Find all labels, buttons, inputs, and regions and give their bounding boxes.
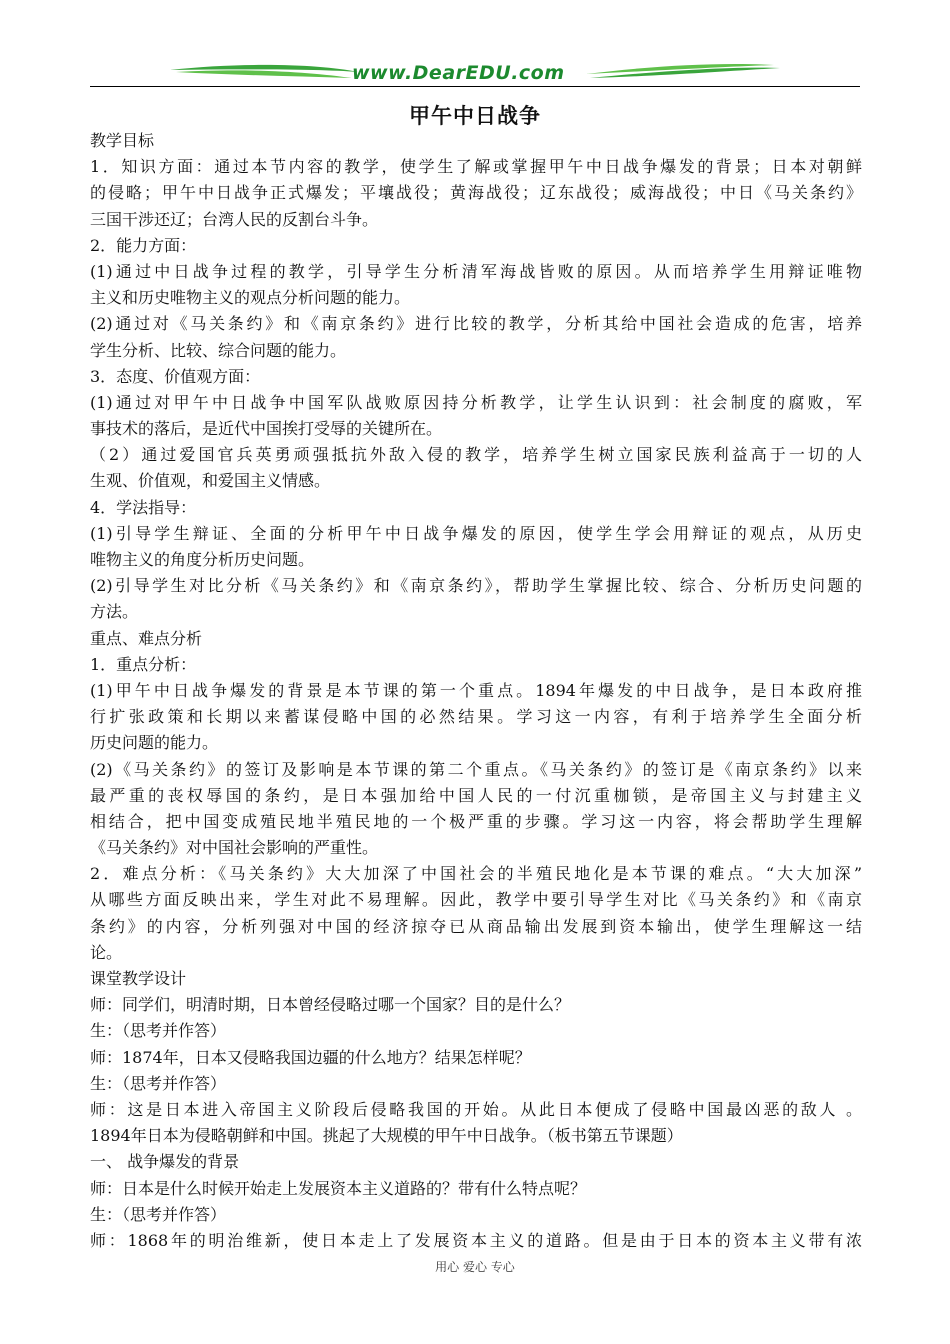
text-line: (1)通过对甲午中日战争中国军队战败原因持分析教学，让学生认识到：社会制度的腐败，军: [90, 392, 862, 412]
text-line: 课堂教学设计: [90, 969, 187, 988]
text-line: 生：（思考并作答）: [90, 1204, 227, 1224]
text-line: （2）通过爱国官兵英勇顽强抵抗外敌入侵的教学，培养学生树立国家民族利益高于一切的人: [90, 445, 862, 465]
text-line: 相结合，把中国变成殖民地半殖民地的一个极严重的步骤。学习这一内容，将会帮助学生理解: [90, 811, 862, 831]
text-line: (1)甲午中日战争爆发的背景是本节课的第一个重点。1894年爆发的中日战争，是日本政府推: [90, 680, 862, 700]
text-line: 三国干涉还辽；台湾人民的反割台斗争。: [90, 209, 379, 229]
text-line: 1．知识方面：通过本节内容的教学，使学生了解或掌握甲午中日战争爆发的背景；日本对朝鲜: [90, 157, 862, 177]
text-line: 师：这是日本进入帝国主义阶段后侵略我国的开始。从此日本便成了侵略中国最凶恶的敌人 。: [90, 1099, 862, 1119]
text-line: 唯物主义的角度分析历史问题。: [90, 550, 315, 569]
text-line: (1)通过中日战争过程的教学，引导学生分析清军海战皆败的原因。从而培养学生用辩证唯物: [90, 261, 862, 281]
text-line: 历史问题的能力。: [90, 733, 219, 753]
text-line: (1)引导学生辩证、全面的分析甲午中日战争爆发的原因，使学生学会用辩证的观点，从历史: [90, 523, 862, 543]
text-line: 师：1874年，日本又侵略我国边疆的什么地方？结果怎样呢？: [90, 1047, 531, 1067]
text-line: 师：同学们，明清时期，日本曾经侵略过哪一个国家？目的是什么？: [90, 995, 571, 1015]
site-header-banner: [90, 56, 860, 90]
text-line: (2)《马关条约》的签订及影响是本节课的第二个重点。《马关条约》的签订是《南京条约》以来: [90, 759, 862, 779]
text-line: 《马关条约》对中国社会影响的严重性。: [90, 838, 379, 858]
text-line: 4．学法指导：: [90, 497, 197, 517]
text-line: 生观、价值观，和爱国主义情感。: [90, 471, 331, 491]
text-line: 重点、难点分析: [90, 628, 203, 648]
text-line: 最严重的丧权辱国的条约，是日本强加给中国人民的一付沉重枷锁，是帝国主义与封建主义: [90, 785, 862, 805]
text-line: (2)通过对《马关条约》和《南京条约》进行比较的教学，分析其给中国社会造成的危害，培养: [90, 314, 862, 334]
text-line: 学生分析、比较、综合问题的能力。: [90, 340, 347, 360]
document-body: [90, 128, 862, 1254]
text-line: 主义和历史唯物主义的观点分析问题的能力。: [90, 288, 411, 308]
text-line: 事技术的落后，是近代中国挨打受辱的关键所在。: [90, 419, 443, 439]
text-line: (2)引导学生对比分析《马关条约》和《南京条约》，帮助学生掌握比较、综合、分析历史问题的: [90, 576, 862, 596]
text-line: 方法。: [90, 602, 139, 622]
header-divider: [90, 86, 860, 87]
text-line: 2．难点分析：《马关条约》大大加深了中国社会的半殖民地化是本节课的难点。“大大加深”: [90, 864, 862, 884]
text-line: 1．重点分析：: [90, 654, 197, 674]
text-line: 2．能力方面：: [90, 235, 197, 255]
text-line: 一、 战争爆发的背景: [90, 1152, 240, 1172]
text-line: 条约》的内容，分析列强对中国的经济掠夺已从商品输出发展到资本输出，使学生理解这一结: [90, 916, 862, 936]
text-line: 教学目标: [90, 131, 155, 150]
text-line: 从哪些方面反映出来，学生对此不易理解。因此，教学中要引导学生对比《马关条约》和《南京: [90, 890, 862, 910]
text-line: 论。: [90, 942, 123, 962]
text-line: 师：日本是什么时候开始走上发展资本主义道路的？带有什么特点呢？: [90, 1178, 587, 1198]
page-footer: 用心 爱心 专心: [435, 1260, 515, 1274]
document-title: 甲午中日战争: [409, 104, 541, 128]
site-logo-text[interactable]: www.DearEDU.com: [352, 62, 565, 84]
text-line: 生：（思考并作答）: [90, 1073, 227, 1093]
text-line: 师：1868年的明治维新，使日本走上了发展资本主义的道路。但是由于日本的资本主义带有浓: [90, 1230, 862, 1250]
text-line: 生：（思考并作答）: [90, 1021, 227, 1041]
text-line: 的侵略；甲午中日战争正式爆发；平壤战役；黄海战役；辽东战役；威海战役；中日《马关条约》: [90, 183, 862, 203]
text-line: 行扩张政策和长期以来蓄谋侵略中国的必然结果。学习这一内容，有利于培养学生全面分析: [90, 707, 862, 727]
text-line: 3．态度、价值观方面：: [90, 366, 261, 386]
text-line: 1894年日本为侵略朝鲜和中国。挑起了大规模的甲午中日战争。（板书第五节课题）: [90, 1126, 683, 1146]
